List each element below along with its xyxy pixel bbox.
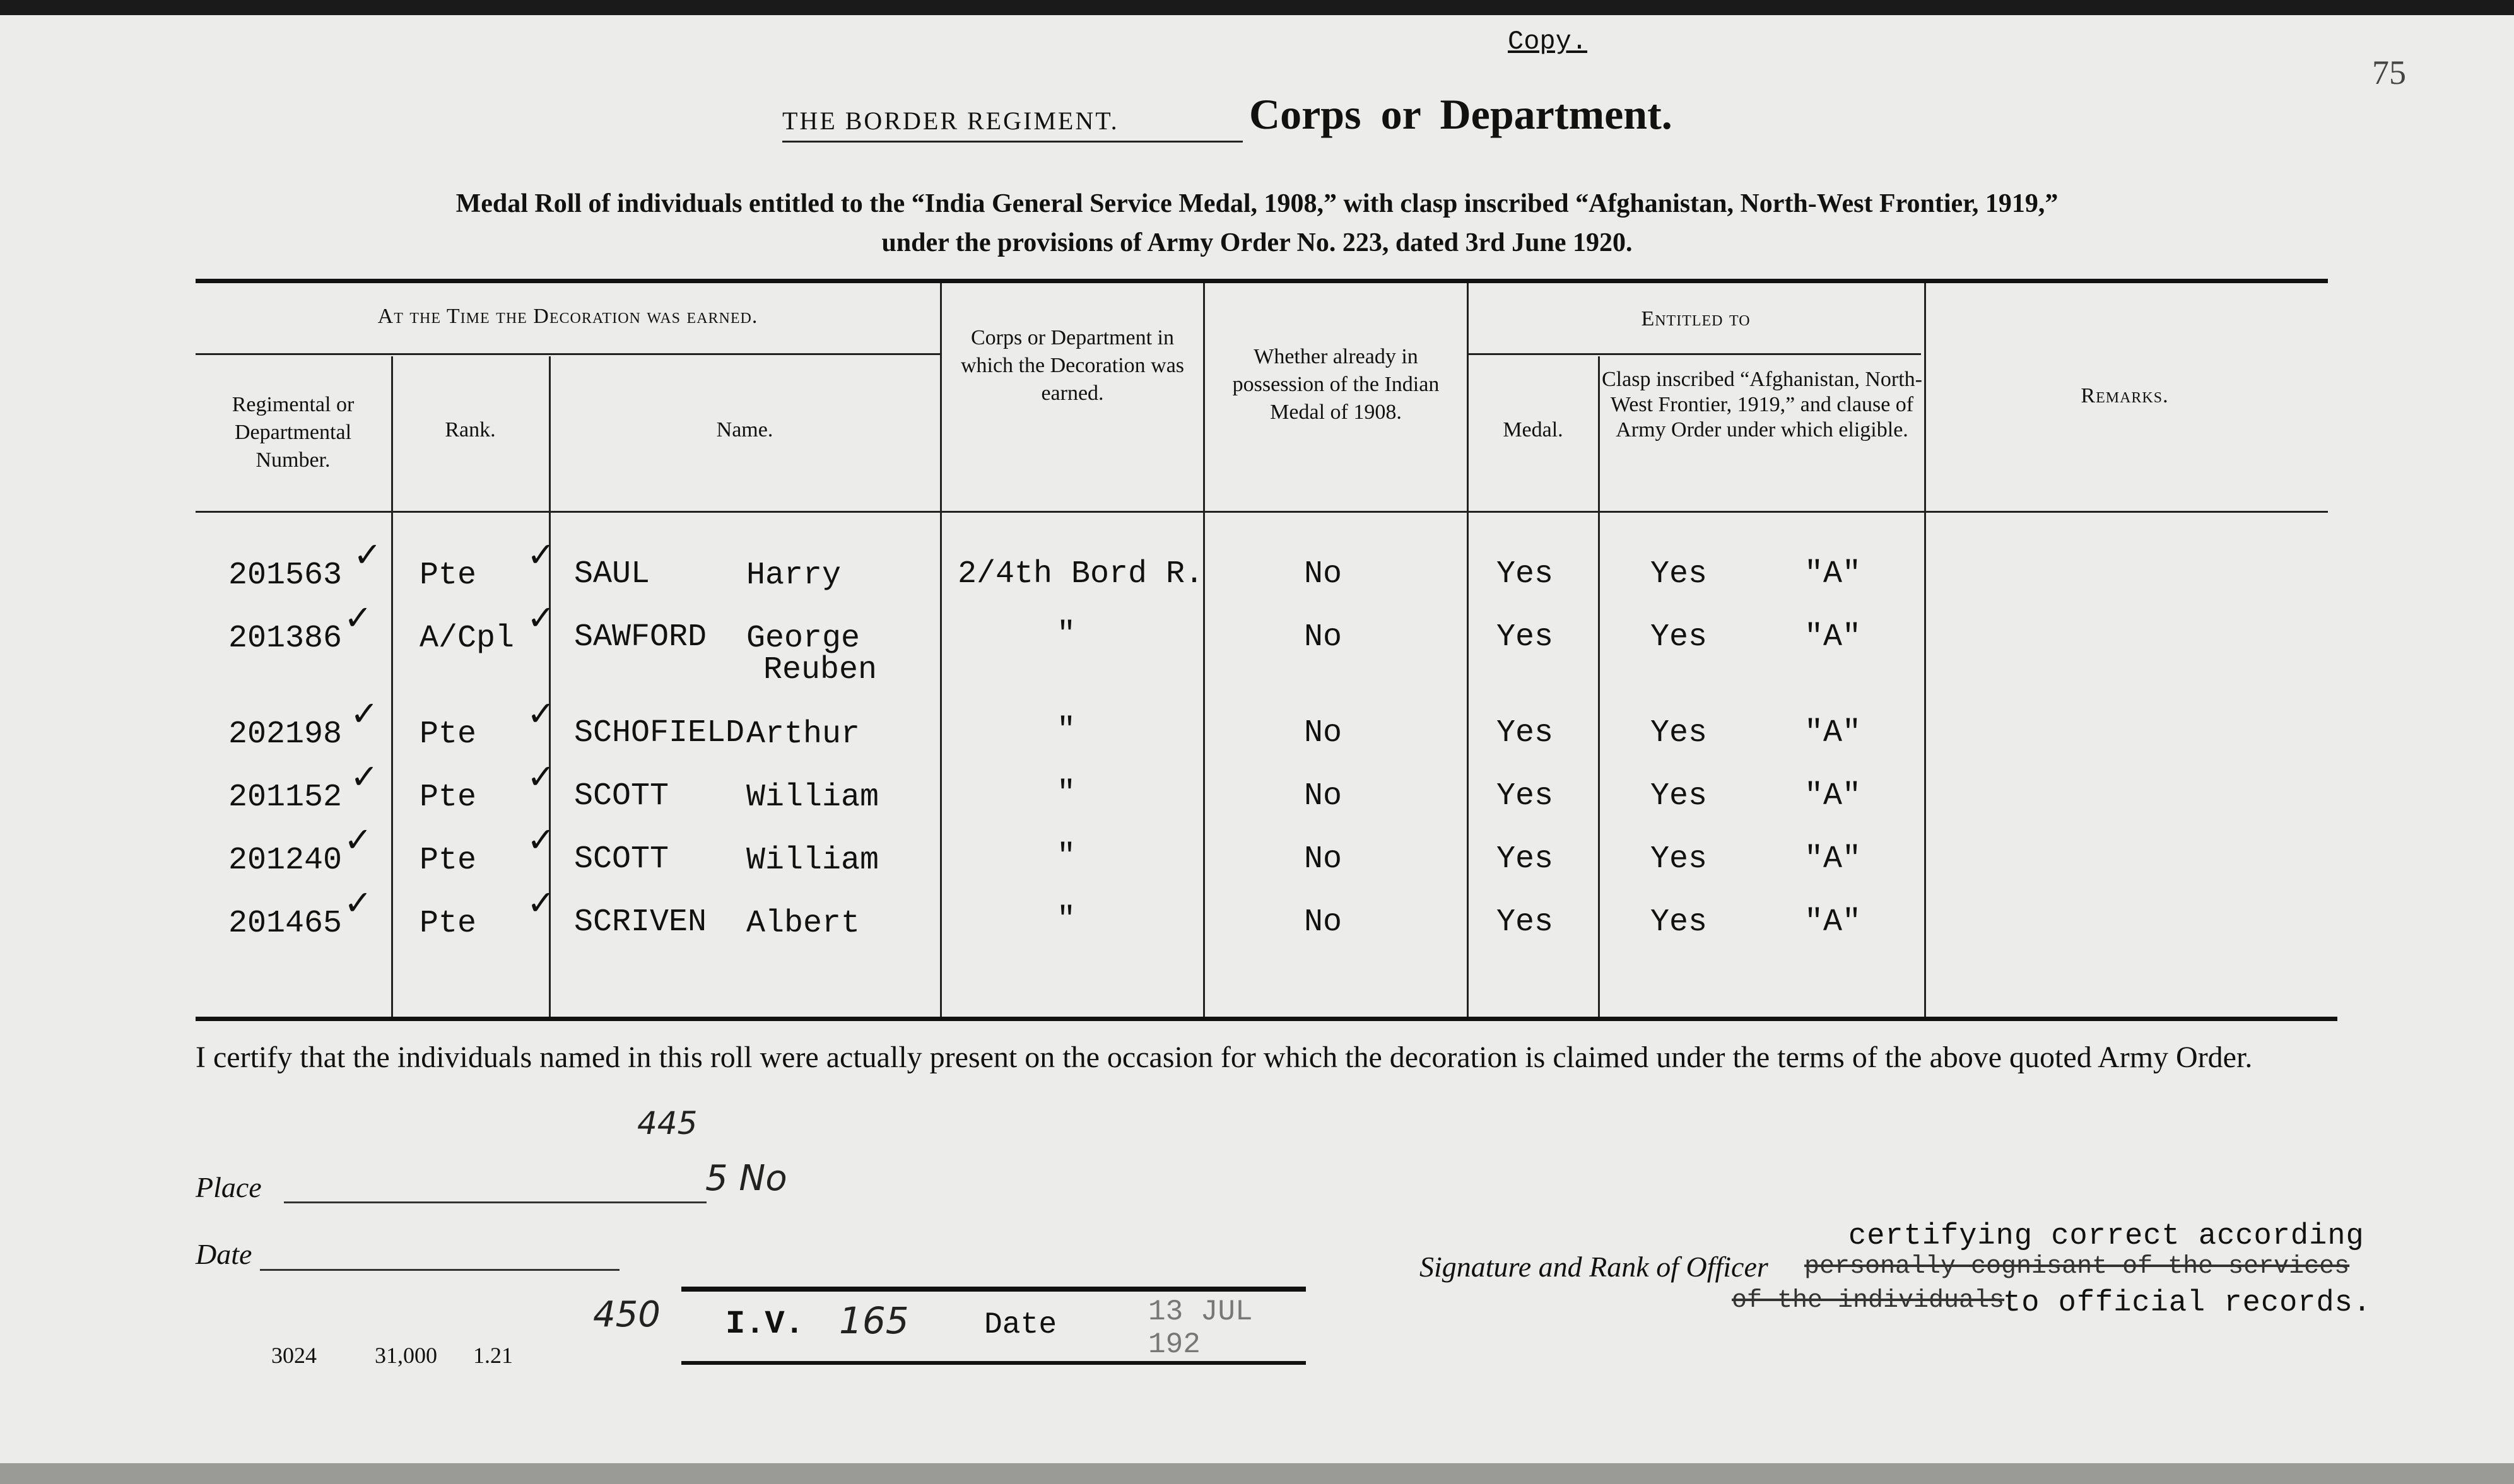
row-6-forename: Albert <box>746 906 861 942</box>
row-3-rank: Pte <box>420 716 477 752</box>
row-4-number: 201152 <box>228 780 343 815</box>
row-2-forename: George <box>746 621 861 657</box>
header-bottom-rule <box>196 511 2328 513</box>
signature-struck-text-2: of the individuals <box>1732 1287 2005 1315</box>
row-2-forename-2: Reuben <box>763 652 878 688</box>
row-2-surname: SAWFORD <box>574 619 707 655</box>
place-line <box>284 1201 707 1203</box>
row-4-forename: William <box>746 780 879 815</box>
roll-intro <box>189 184 2325 262</box>
row-2-number: 201386 <box>228 621 343 657</box>
row-6-rank: Pte <box>420 906 477 942</box>
row-2-check-mark: ✓ <box>527 598 556 638</box>
row-5-check-mark: ✓ <box>527 820 556 860</box>
col-divider <box>940 283 942 1017</box>
row-6-number: 201465 <box>228 906 343 942</box>
row-4-clause: "A" <box>1804 778 1862 814</box>
row-3-check-mark: ✓ <box>350 694 379 733</box>
scan-bottom-border <box>0 1463 2514 1484</box>
corps-heading: Corps or Department. <box>1249 90 1672 138</box>
row-2-medal: Yes <box>1496 619 1554 655</box>
row-1-forename: Harry <box>746 558 842 593</box>
row-5-surname: SCOTT <box>574 841 669 877</box>
header-corps: Corps or Department in which the Decoration was earned. <box>960 326 1185 405</box>
row-4-clasp: Yes <box>1650 778 1708 814</box>
header-name: Name. <box>716 418 773 441</box>
row-1-surname: SAUL <box>574 556 650 592</box>
header-remarks: Remarks. <box>2081 384 2169 407</box>
row-6-surname: SCRIVEN <box>574 904 707 940</box>
form-number: 3024 <box>271 1343 317 1368</box>
row-1-clasp: Yes <box>1650 556 1708 592</box>
row-6-clasp: Yes <box>1650 904 1708 940</box>
stamp-date-label: Date <box>984 1308 1057 1342</box>
row-5-rank: Pte <box>420 843 477 879</box>
row-4-possession: No <box>1304 778 1342 814</box>
row-2-possession: No <box>1304 619 1342 655</box>
row-6-corps-ditto: " <box>1057 902 1076 938</box>
copy-mark: Copy. <box>1508 26 1588 57</box>
col-divider <box>1203 283 1205 1017</box>
row-4-surname: SCOTT <box>574 778 669 814</box>
header-entitled-to: Entitled to <box>1641 307 1751 330</box>
scan-top-border <box>0 0 2514 15</box>
row-5-possession: No <box>1304 841 1342 877</box>
signature-struck-text-1: personally cognisant of the services <box>1804 1253 2350 1281</box>
row-2-rank: A/Cpl <box>420 621 515 657</box>
print-edition: 1.21 <box>473 1343 513 1368</box>
row-6-possession: No <box>1304 904 1342 940</box>
row-3-possession: No <box>1304 715 1342 751</box>
header-subrule-left <box>196 353 940 355</box>
signature-typed-line-2: to official records. <box>2003 1287 2372 1320</box>
row-1-clause: "A" <box>1804 556 1862 592</box>
date-label: Date <box>196 1238 252 1270</box>
row-5-corps-ditto: " <box>1057 839 1076 875</box>
certification-text: I certify that the individuals named in this roll were actually present on the occasion for which the decoration is claimed under the terms of the above quoted Army Order. <box>196 1041 2253 1074</box>
row-2-clasp: Yes <box>1650 619 1708 655</box>
row-1-number: 201563 <box>228 558 343 593</box>
regiment-name: THE BORDER REGIMENT. <box>782 106 1243 143</box>
intro-line-2: under the provisions of Army Order No. 223, dated 3rd June 1920. <box>881 228 1633 257</box>
row-2-check-mark: ✓ <box>344 598 373 638</box>
row-6-clause: "A" <box>1804 904 1862 940</box>
row-5-medal: Yes <box>1496 841 1554 877</box>
row-3-number: 202198 <box>228 716 343 752</box>
row-4-check-mark: ✓ <box>527 757 556 797</box>
col-divider <box>1467 283 1469 1017</box>
header-subrule-entitled <box>1467 353 1921 355</box>
row-3-medal: Yes <box>1496 715 1554 751</box>
row-3-check-mark: ✓ <box>527 694 556 733</box>
row-1-rank: Pte <box>420 558 477 593</box>
handwritten-number: 445 <box>637 1105 698 1142</box>
row-2-corps-ditto: " <box>1057 617 1076 653</box>
row-3-forename: Arthur <box>746 716 861 752</box>
date-stamp <box>681 1287 1306 1365</box>
row-5-forename: William <box>746 843 879 879</box>
row-1-check-mark: ✓ <box>353 535 382 575</box>
row-5-check-mark: ✓ <box>344 820 373 860</box>
row-4-check-mark: ✓ <box>350 757 379 797</box>
stamp-date-value: 13 JUL 192 <box>1148 1295 1253 1361</box>
intro-line-1: Medal Roll of individuals entitled to the “India General Service Medal, 1908,” with clasp inscribed “Afghanistan, North-West Frontier, 1919,” <box>455 189 2059 218</box>
table-top-rule <box>196 279 2328 283</box>
stamp-iv: I.V. <box>725 1306 804 1343</box>
table-bottom-rule <box>196 1017 2337 1021</box>
place-label: Place <box>196 1171 262 1203</box>
row-4-rank: Pte <box>420 780 477 815</box>
row-1-check-mark: ✓ <box>527 535 556 575</box>
date-line <box>260 1269 620 1271</box>
row-5-number: 201240 <box>228 843 343 879</box>
row-6-medal: Yes <box>1496 904 1554 940</box>
handwritten-number-left: 450 <box>593 1294 661 1335</box>
row-4-medal: Yes <box>1496 778 1554 814</box>
header-possession: Whether already in possession of the Indian Medal of 1908. <box>1232 345 1440 424</box>
row-3-clasp: Yes <box>1650 715 1708 751</box>
header-medal: Medal. <box>1503 418 1563 441</box>
row-6-check-mark: ✓ <box>527 883 556 923</box>
row-1-corps: 2/4th Bord R. <box>958 556 1204 592</box>
stamp-number: 165 <box>839 1299 909 1342</box>
header-rank: Rank. <box>445 418 496 441</box>
col-divider <box>391 356 393 1017</box>
row-3-clause: "A" <box>1804 715 1862 751</box>
row-2-clause: "A" <box>1804 619 1862 655</box>
handwritten-place: 5 No <box>705 1158 787 1199</box>
signature-typed-line-1: certifying correct according <box>1848 1220 2364 1253</box>
row-1-possession: No <box>1304 556 1342 592</box>
print-quantity: 31,000 <box>375 1343 437 1368</box>
header-reg-number: Regimental or Departmental Number. <box>232 393 355 472</box>
row-5-clause: "A" <box>1804 841 1862 877</box>
col-divider <box>1598 356 1600 1017</box>
header-at-time: At the Time the Decoration was earned. <box>377 305 758 328</box>
row-4-corps-ditto: " <box>1057 776 1076 812</box>
header-clasp: Clasp inscribed “Afghanistan, North-West Frontier, 1919,” and clause of Army Order under which eligible. <box>1602 368 1922 441</box>
row-3-corps-ditto: " <box>1057 713 1076 749</box>
row-1-medal: Yes <box>1496 556 1554 592</box>
row-6-check-mark: ✓ <box>344 883 373 923</box>
signature-label: Signature and Rank of Officer <box>1419 1251 1768 1283</box>
row-5-clasp: Yes <box>1650 841 1708 877</box>
page-number: 75 <box>2372 54 2406 91</box>
row-3-surname: SCHOFIELD <box>574 715 745 751</box>
